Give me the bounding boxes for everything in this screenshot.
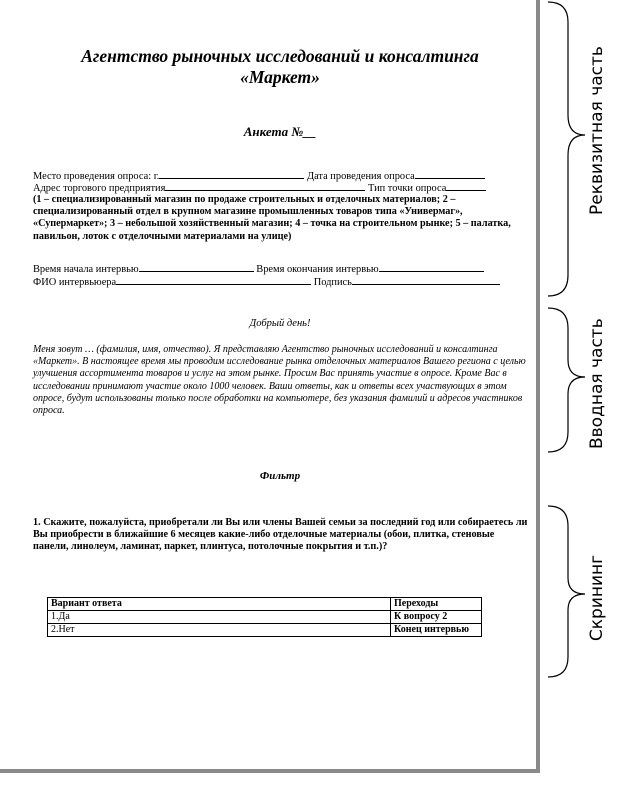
filter-heading: Фильтр bbox=[259, 470, 301, 482]
interviewer-label: ФИО интервьюера bbox=[33, 277, 117, 288]
start-label: Время начала интервью bbox=[33, 264, 139, 275]
org-title-line2: «Маркет» bbox=[240, 67, 320, 87]
intro-text: Меня зовут … (фамилия, имя, отчество). Я представляю Агентство рыночных исследований и консалтинга «Маркет». В настоящее время мы проводим исследование рынка отделочных материалов Вашего региона с целью улучшения ассортимента товаров и услуг на этом рынке. Просим Вас принять участие в опросе. Кроме Вас в исследовании принимают участие около 1000 человек. Ваши ответы, как и ответы всех участвующих в этом опросе, будут использованы только после обработки на компьютере, без указания фамилий и адресов участников опроса. bbox=[33, 344, 526, 417]
end-label: Время окончания интервью bbox=[256, 264, 379, 275]
date-label: Дата проведения опроса bbox=[307, 171, 415, 182]
bracket-vvodnaya bbox=[548, 308, 585, 452]
table-cell: 2.Нет bbox=[48, 624, 391, 637]
place-label: Место проведения опроса: г. bbox=[33, 171, 160, 182]
anketa-heading: Анкета №__ bbox=[243, 124, 317, 139]
table-cell: Конец интервью bbox=[391, 624, 482, 637]
table-header-cell: Вариант ответа bbox=[48, 598, 391, 611]
address-label: Адрес торгового предприятия bbox=[33, 183, 166, 194]
label-vvodnaya: Вводная часть bbox=[587, 318, 607, 449]
greeting: Добрый день! bbox=[249, 318, 311, 329]
types-list: (1 – специализированный магазин по продаже строительных и отделочных материалов; 2 – специализированный отдел в крупном магазине промышленных товаров типа «Универмаг», «Супермаркет»; 3 – небольшой хозяйственный магазин; 4 – точка на строительном рынке; 5 – палатка, павильон, лоток с отделочными материалами на улице) bbox=[33, 194, 511, 242]
type-label: Тип точки опроса bbox=[368, 183, 447, 194]
org-title-line1: Агентство рыночных исследований и консалтинга bbox=[81, 46, 479, 66]
label-rekvizit: Реквизитная часть bbox=[587, 46, 607, 215]
label-skrining: Скрининг bbox=[587, 554, 607, 642]
question-1: 1. Скажите, пожалуйста, приобретали ли Вы или члены Вашей семьи за последний год или собираетесь ли Вы приобрести в ближайшие 6 месяцев какие-либо отделочные материалы (обои, плитка, стеновые панели, линолеум, ламинат, паркет, плинтуса, потолочные покрытия и т.п.)? bbox=[33, 517, 528, 553]
signature-label: Подпись bbox=[313, 277, 352, 288]
bracket-skrining bbox=[548, 506, 585, 677]
table-cell: К вопросу 2 bbox=[391, 611, 482, 624]
bracket-rekvizit bbox=[548, 2, 585, 296]
table-header-cell: Переходы bbox=[391, 598, 482, 611]
table-cell: 1.Да bbox=[48, 611, 391, 624]
